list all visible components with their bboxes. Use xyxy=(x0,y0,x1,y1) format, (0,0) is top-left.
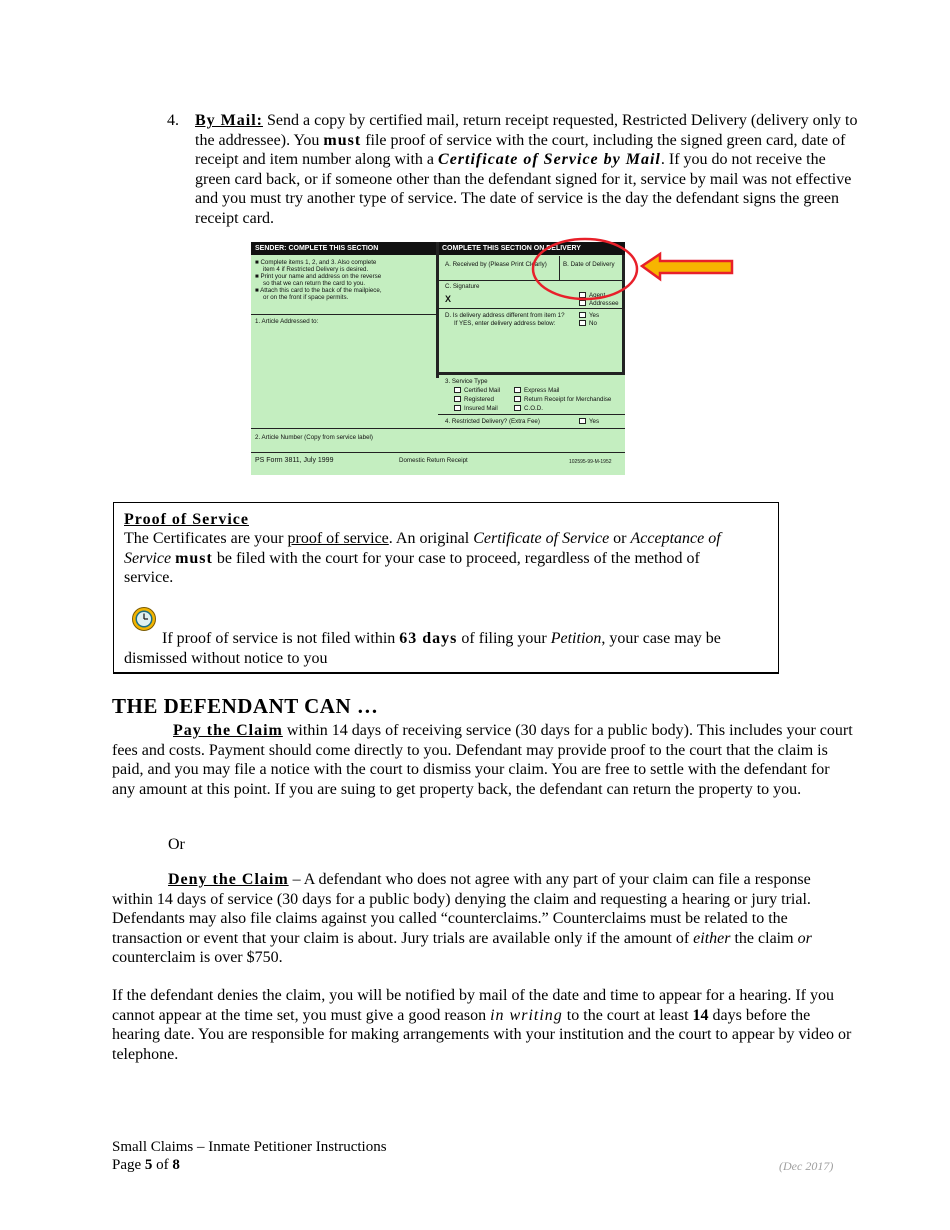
card-instruction: so that we can return the card to you. xyxy=(263,280,366,287)
red-circle-annotation xyxy=(533,239,637,299)
yes-checkbox: Yes xyxy=(579,312,599,320)
deny-claim-label: Deny the Claim xyxy=(168,871,289,888)
card-instruction: ■ Attach this card to the back of the mailpiece, xyxy=(255,287,382,294)
or-separator: Or xyxy=(168,836,185,853)
article-addressed-label: 1. Article Addressed to: xyxy=(255,318,319,325)
sender-section-bar: SENDER: COMPLETE THIS SECTION xyxy=(251,242,438,255)
card-line xyxy=(437,372,625,375)
registered-checkbox: Registered xyxy=(454,396,494,404)
defendant-heading: THE DEFENDANT CAN … xyxy=(112,694,379,718)
return-receipt-checkbox: Return Receipt for Merchandise xyxy=(514,396,611,404)
delivery-section-bar: COMPLETE THIS SECTION ON DELIVERY xyxy=(438,242,625,255)
form-code: 102595-99-M-1952 xyxy=(569,459,612,465)
footer-title: Small Claims – Inmate Petitioner Instructions xyxy=(112,1139,387,1155)
proof-warning-text: If proof of service is not filed within 63 days of filing your Petition, your case may be dismissed without notice to you xyxy=(124,630,721,667)
card-instruction: ■ Print your name and address on the reverse xyxy=(255,273,382,280)
annotation-overlay xyxy=(530,236,740,302)
ps-form-id: PS Form 3811, July 1999 xyxy=(255,457,334,464)
agent-checkbox: Agent xyxy=(579,292,605,300)
card-instruction: item 4 if Restricted Delivery is desired. xyxy=(263,266,369,273)
express-mail-checkbox: Express Mail xyxy=(514,387,559,395)
by-mail-text-1: Send a copy by certified mail, return receipt requested, Restricted Delivery (delivery only to the addressee). You xyxy=(195,112,858,149)
list-number: 4. xyxy=(167,112,179,129)
card-line xyxy=(251,428,625,429)
service-type-label: 3. Service Type xyxy=(445,378,488,385)
signature-x: X xyxy=(445,294,452,304)
card-divider xyxy=(436,242,439,378)
domestic-return-receipt: Domestic Return Receipt xyxy=(399,457,468,464)
page-number: Page 5 of 8 xyxy=(112,1157,180,1173)
pay-claim-label: Pay the Claim xyxy=(173,722,283,739)
by-mail-paragraph xyxy=(195,111,865,228)
addressee-checkbox: Addressee xyxy=(579,300,619,308)
card-instruction: ■ Complete items 1, 2, and 3. Also complete xyxy=(255,259,377,266)
must-emphasis: must xyxy=(323,131,362,149)
by-mail-text-2: file proof of service with the court, including the signed green card, date of receipt and item number along with a xyxy=(195,131,846,168)
arrow-left-icon xyxy=(642,254,732,279)
certified-mail-checkbox: Certified Mail xyxy=(454,387,500,395)
deny-claim-paragraph: Deny the Claim – A defendant who does not agree with any part of your claim can file a response within 14 days of service (30 days for a public body) denying the claim and requesting a hearing or jury trial. Defendants may also file claims against you called “counterclaims.” Counterclaims must be related to the transaction or event that your claim is about. Jury trials are available only if the amount of either the claim or counterclaim is over $750. xyxy=(112,871,812,966)
hearing-paragraph: If the defendant denies the claim, you will be notified by mail of the date and time to appear for a hearing. If you cannot appear at the time set, you must give a good reason in writing to the court at least 14 days before the hearing date. You are responsible for making arrangements with your institution and the court to appear by video or telephone. xyxy=(112,987,852,1063)
received-by-label: A. Received by (Please Print Clearly) xyxy=(445,261,547,268)
revision-date: (Dec 2017) xyxy=(779,1159,834,1173)
card-instruction: or on the front if space permits. xyxy=(263,294,349,301)
insured-mail-checkbox: Insured Mail xyxy=(454,405,498,413)
delivery-address-question-2: If YES, enter delivery address below: xyxy=(454,320,556,327)
by-mail-heading: By Mail: xyxy=(195,112,263,129)
pay-claim-paragraph: Pay the Claim within 14 days of receiving service (30 days for a public body). This includes your court fees and costs. Payment should come directly to you. Defendant may provide proof to the court that the claim is paid, and you may file a notice with the court to dismiss your claim. You are free to settle with the defendant for any amount at this point. If you are suing to get property back, the defendant can return the property to you. xyxy=(112,722,853,798)
card-line xyxy=(251,452,625,453)
date-of-delivery-label: B. Date of Delivery xyxy=(563,261,615,268)
proof-of-service-link-text: proof of service xyxy=(287,530,389,547)
delivery-address-question: D. Is delivery address different from item 1? xyxy=(445,312,565,319)
restricted-yes-checkbox: Yes xyxy=(579,418,599,426)
card-line xyxy=(438,308,622,309)
no-checkbox: No xyxy=(579,320,597,328)
certificate-by-mail: Certificate of Service by Mail xyxy=(438,151,661,168)
by-mail-text-3: . If you do not receive the green card back, or if someone other than the defendant signed for it, service by mail was not effective and you must try another type of service. The date of service is the day the defendant signs the green receipt card. xyxy=(195,151,852,227)
signature-label: C. Signature xyxy=(445,283,480,290)
article-number-label: 2. Article Number (Copy from service label) xyxy=(255,434,373,441)
card-line xyxy=(251,314,436,315)
card-line xyxy=(438,414,625,415)
cod-checkbox: C.O.D. xyxy=(514,405,543,413)
proof-of-service-title: Proof of Service xyxy=(124,511,249,528)
restricted-delivery-label: 4. Restricted Delivery? (Extra Fee) xyxy=(445,418,540,425)
proof-of-service-text: The Certificates are your proof of service. An original Certificate of Service or Acceptance of Service must be filed with the court for your case to proceed, regardless of the method of service. xyxy=(124,530,721,586)
